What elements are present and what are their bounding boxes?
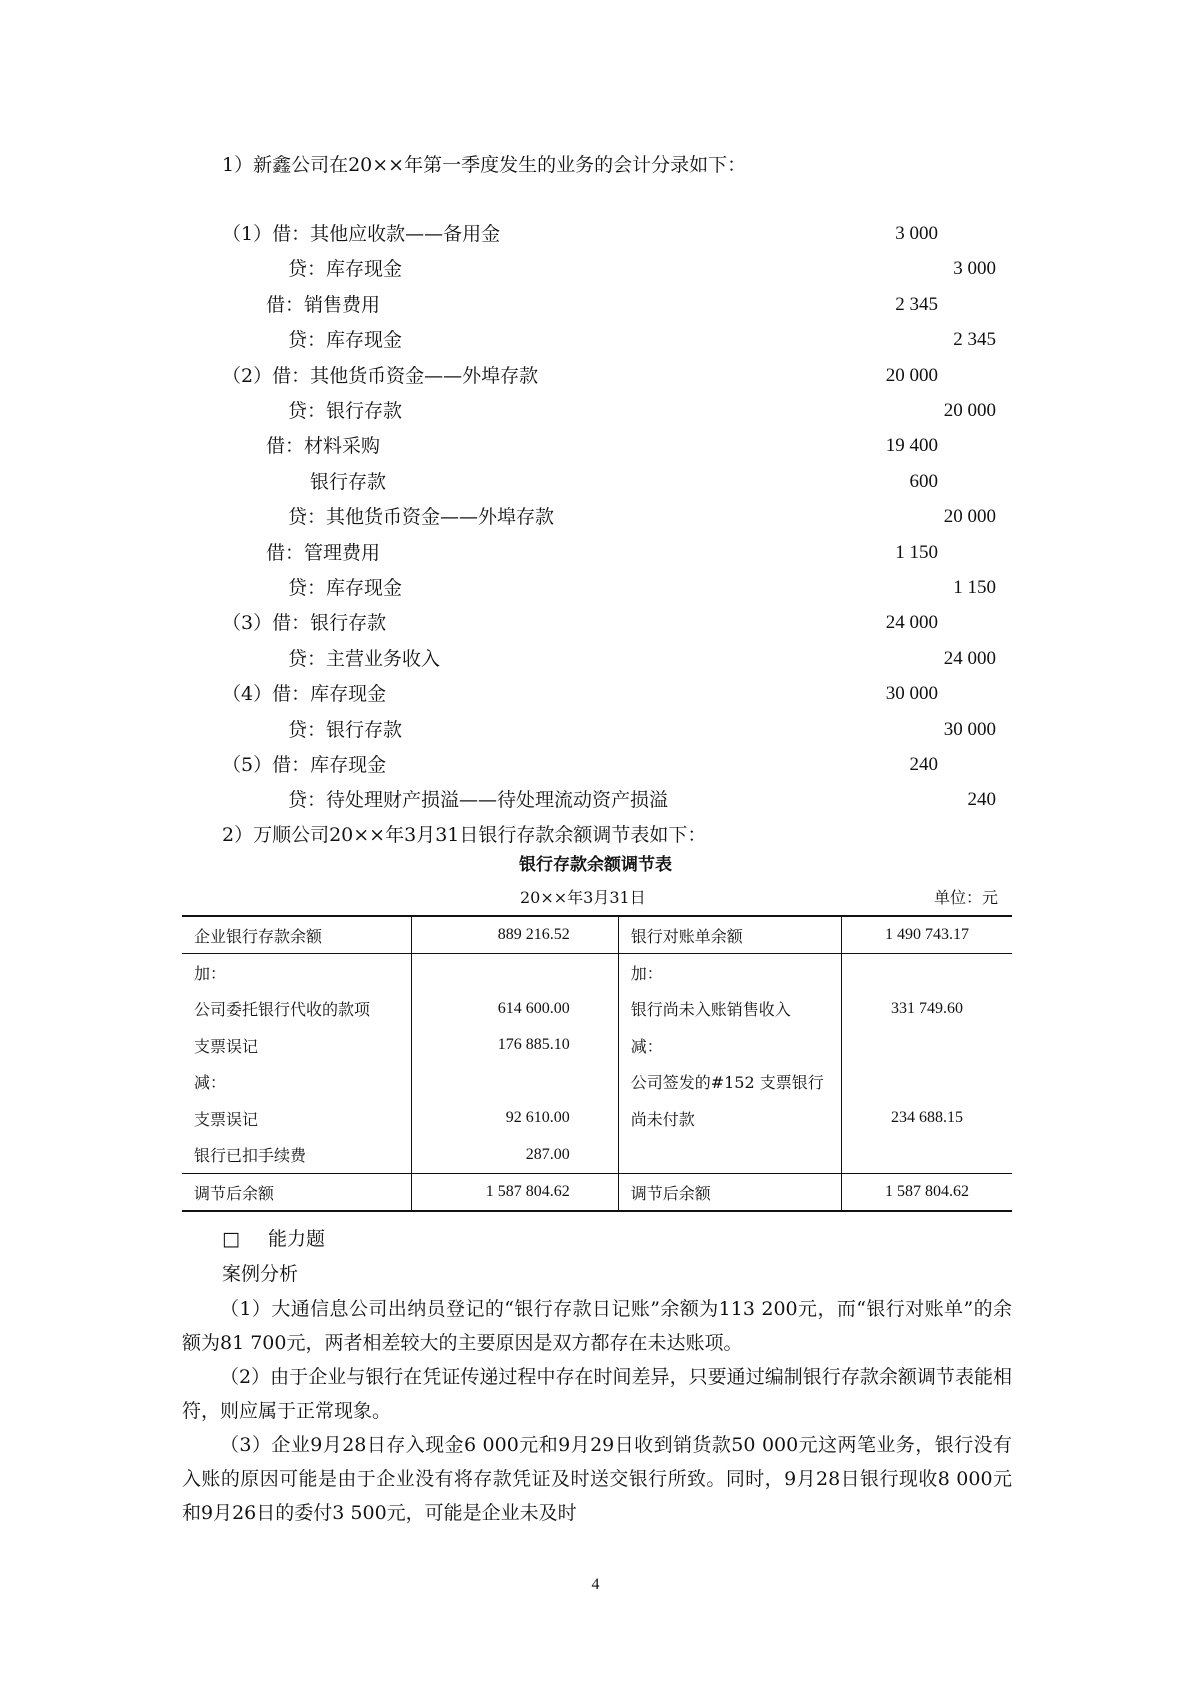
table-cell: 1 490 743.17 [842, 916, 1013, 954]
table-cell: 银行已扣手续费 [182, 1137, 411, 1174]
table-cell: 调节后余额 [618, 1174, 841, 1212]
table-cell: 92 610.00 [411, 1100, 618, 1137]
paragraph: （1）大通信息公司出纳员登记的“银行存款日记账”余额为113 200元，而“银行对账单”的余额为81 700元，两者相差较大的主要原因是双方都存在未达账项。 [182, 1298, 1012, 1354]
reconciliation-table [182, 915, 1012, 1212]
table-cell: 银行对账单余额 [618, 916, 841, 954]
table-cell [842, 1137, 1013, 1174]
credit-amount: 30 000 [943, 718, 996, 740]
table-cell [842, 1064, 1013, 1101]
journal-entry-text: 贷：主营业务收入 [288, 647, 441, 670]
debit-amount: 24 000 [885, 612, 938, 634]
credit-amount: 24 000 [943, 647, 996, 669]
table-cell: 234 688.15 [891, 1109, 963, 1127]
table-unit: 单位：元 [934, 888, 999, 907]
journal-entry-text: 贷：银行存款 [288, 400, 403, 422]
table-header-row [182, 916, 1012, 954]
table-cell [618, 1137, 841, 1174]
ability-checkbox-icon: □ [222, 1228, 240, 1250]
intro-line-2: 2）万顺公司20××年3月31日银行存款余额调节表如下： [222, 824, 707, 846]
table-cell: 企业银行存款余额 [182, 916, 411, 954]
debit-amount: 2 345 [895, 293, 938, 315]
table-cell: 1 587 804.62 [411, 1174, 618, 1212]
journal-entry-text: 贷：库存现金 [288, 577, 403, 599]
table-cell: 支票误记 [182, 1100, 411, 1137]
ability-heading: 能力题 [268, 1228, 326, 1250]
debit-amount: 1 150 [895, 541, 938, 563]
credit-amount: 3 000 [953, 258, 996, 280]
journal-entry-text: （1）借：其他应收款——备用金 [222, 223, 501, 245]
credit-amount: 2 345 [953, 329, 996, 351]
table-date: 20××年3月31日 [520, 888, 646, 907]
intro-line-1: 1）新鑫公司在20××年第一季度发生的业务的会计分录如下： [222, 154, 747, 176]
table-cell: 加： [618, 954, 841, 991]
table-cell: 176 885.10 [411, 1027, 618, 1064]
debit-amount: 30 000 [885, 683, 938, 705]
table-cell [842, 1027, 1013, 1064]
table-footer-row [182, 1174, 1012, 1212]
debit-amount: 20 000 [885, 364, 938, 386]
table-row [182, 991, 1012, 1028]
journal-entry-text: 贷：银行存款 [288, 718, 403, 741]
table-row [182, 954, 1012, 991]
table-cell: 银行尚未入账销售收入 [618, 991, 841, 1028]
journal-entry-text: 银行存款 [310, 470, 387, 493]
table-cell: 调节后余额 [182, 1174, 411, 1212]
table-cell: 尚未付款 [618, 1100, 841, 1137]
journal-entry-text: （3）借：银行存款 [222, 612, 387, 635]
case-analysis-heading: 案例分析 [222, 1263, 299, 1285]
table-cell: 减： [618, 1027, 841, 1064]
table-cell: 加： [182, 954, 411, 991]
table-row [182, 1137, 1012, 1174]
table-cell [411, 1064, 618, 1101]
journal-entry-text: （4）借：库存现金 [222, 683, 387, 706]
table-cell: 支票误记 [182, 1027, 411, 1064]
journal-entry-text: 贷：其他货币资金——外埠存款 [288, 506, 555, 529]
table-row [182, 1027, 1012, 1064]
case-analysis-body [182, 1292, 1012, 1530]
table-title: 银行存款余额调节表 [519, 855, 672, 875]
table-cell: 889 216.52 [411, 916, 618, 954]
table-row [182, 1100, 1012, 1137]
table-cell: 减： [182, 1064, 411, 1101]
credit-amount: 240 [967, 789, 996, 811]
debit-amount: 3 000 [895, 223, 938, 244]
journal-entry-text: 贷：库存现金 [288, 258, 403, 281]
table-row [182, 1064, 1012, 1101]
table-cell: 公司委托银行代收的款项 [182, 991, 411, 1028]
credit-amount: 20 000 [943, 400, 996, 421]
journal-entry-text: 借：材料采购 [266, 435, 381, 458]
table-cell: 287.00 [411, 1137, 618, 1174]
journal-entry-text: 贷：库存现金 [288, 329, 403, 352]
table-cell [411, 954, 618, 991]
journal-entry-text: 借：管理费用 [266, 541, 381, 564]
debit-amount: 19 400 [885, 435, 938, 457]
table-cell [842, 954, 1013, 991]
journal-entry-text: 贷：待处理财产损溢——待处理流动资产损溢 [288, 789, 669, 812]
paragraph: （3）企业9月28日存入现金6 000元和9月29日收到销货款50 000元这两笔业务，银行没有入账的原因可能是由于企业没有将存款凭证及时送交银行所致。同时，9月28日银行现收8 000元和9月26日的委付3 500元，可能是企业未及时 [182, 1434, 1012, 1524]
debit-amount: 600 [909, 470, 938, 492]
table-cell: 1 587 804.62 [842, 1174, 1013, 1212]
credit-amount: 1 150 [953, 577, 996, 598]
credit-amount: 20 000 [943, 506, 996, 528]
journal-entry-text: （2）借：其他货币资金——外埠存款 [222, 364, 539, 387]
paragraph: （2）由于企业与银行在凭证传递过程中存在时间差异，只要通过编制银行存款余额调节表能相符，则应属于正常现象。 [182, 1366, 1012, 1422]
debit-amount: 240 [909, 754, 938, 775]
table-cell: 614 600.00 [411, 991, 618, 1028]
table-cell: 331 749.60 [891, 999, 963, 1017]
journal-entry-text: （5）借：库存现金 [222, 754, 387, 776]
journal-entry-text: 借：销售费用 [266, 293, 381, 316]
table-cell: 公司签发的#152 支票银行 [618, 1064, 841, 1101]
page-number: 4 [591, 1576, 600, 1593]
